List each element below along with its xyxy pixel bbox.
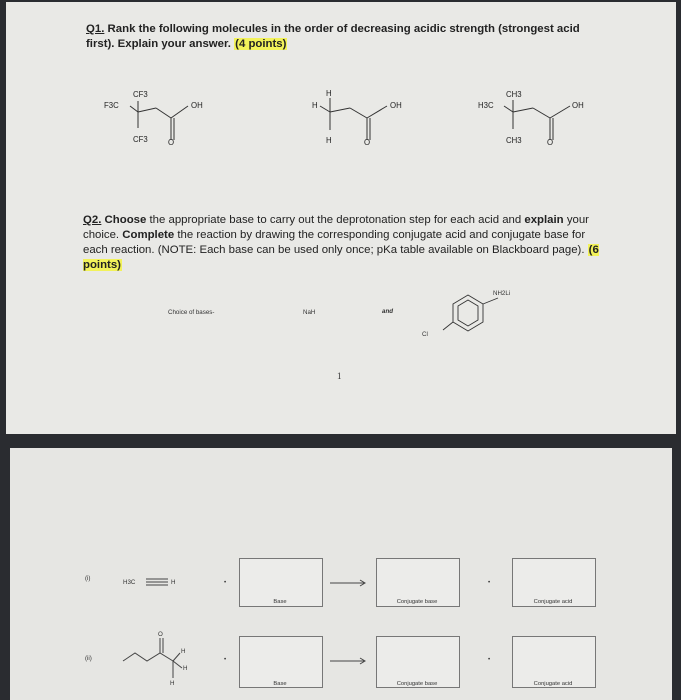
mol3-top-group: CH3 [506,90,522,99]
molecule-2-skeleton [320,98,387,140]
q1-number: Q1. [86,23,105,35]
and-label: and [382,308,394,315]
ketone-skeleton [123,638,182,678]
plus-sign-3: • [224,656,227,663]
reaction-ii-oxygen: O [158,631,163,638]
conj-acid-label-ii: Conjugate acid [533,681,573,687]
base-nah: NaH [303,309,316,316]
mol2-left-group: H [312,101,318,110]
conj-acid-label-i: Conjugate acid [533,599,573,605]
base-label-i: Base [273,599,287,605]
mol1-left-group: F3C [104,101,119,110]
reaction-i-index: (i) [85,575,91,582]
reaction-ii-h1: H [181,648,186,655]
mol1-acid-group: OH [191,101,203,110]
molecule-3-skeleton [504,100,570,140]
mol1-carbonyl: O [168,138,175,147]
choice-of-bases-label: Choice of bases- [168,309,215,316]
conj-base-label-i: Conjugate base [396,599,438,605]
page-number: 1 [337,371,342,381]
q2-text: Q2. Choose the appropriate base to carry out the deprotonation step for each acid and explain your choice. Complete the reaction by drawing the corresponding conjugate acid and conjugate base for each reaction. (NOTE: Each base can be used only once; pKa table available on Blackboard page). (6 points) [83,214,599,271]
mol3-bottom-group: CH3 [506,136,522,145]
mol2-top-group: H [326,89,332,98]
mol3-acid-group: OH [572,101,584,110]
mol2-bottom-group: H [326,136,332,145]
q2-points: (6 points) [83,244,599,271]
q1-instruction: Rank the following molecules in the order of decreasing acidic strength (strongest acid first). [86,23,580,50]
mol2-carbonyl: O [364,138,371,147]
base-nhli: NH2Li [493,290,511,297]
conj-base-label-ii: Conjugate base [396,681,438,687]
reaction-ii-index: (ii) [85,655,92,662]
q1-points: (4 points) [235,38,287,50]
alkyne-triple-bond [146,579,168,585]
reaction-ii-h3: H [170,680,175,687]
mol3-carbonyl: O [547,138,554,147]
plus-sign-2: • [488,579,491,586]
reaction-ii-h2: H [183,665,188,672]
chloro-label: Cl [422,331,428,338]
plus-sign-4: • [488,656,491,663]
reaction-i-methyl: H3C [123,579,136,586]
q2-number: Q2. [83,214,102,226]
base-label-ii: Base [273,681,287,687]
question-page-1 [6,2,676,434]
mol1-top-group: CF3 [133,90,148,99]
mol3-left-group: H3C [478,101,494,110]
mol2-acid-group: OH [390,101,402,110]
reaction-i-terminal-h: H [171,579,176,586]
benzene-ring [443,295,498,331]
question-page-2 [10,448,672,700]
q1-explain: Explain your answer. [117,38,231,50]
plus-sign-1: • [224,579,227,586]
mol1-bottom-group: CF3 [133,135,148,144]
